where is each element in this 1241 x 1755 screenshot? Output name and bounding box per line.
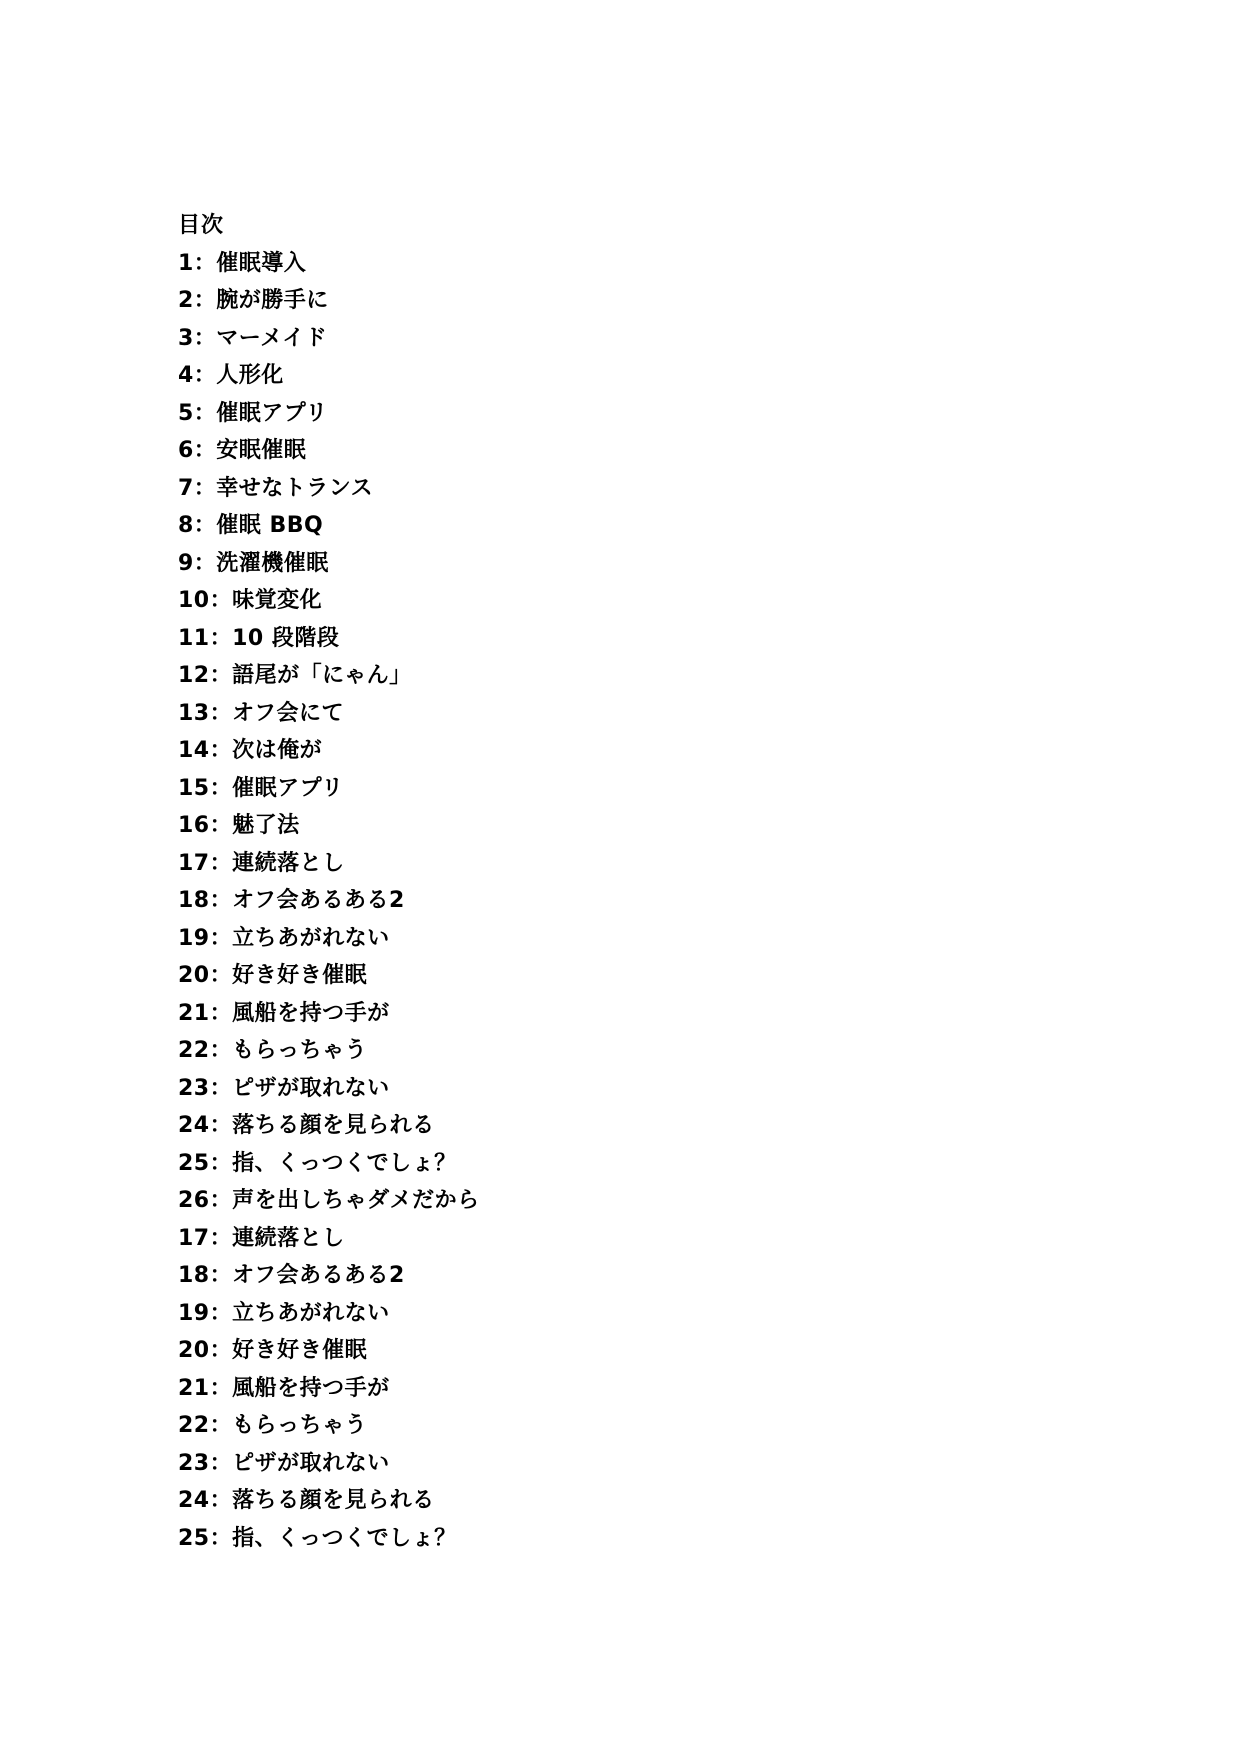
- toc-item: 23：ピザが取れない: [178, 1075, 390, 1101]
- toc-item: 14：次は俺が: [178, 738, 323, 763]
- toc-item: 6：安眠催眠: [178, 438, 307, 463]
- table-of-contents: [178, 207, 480, 1557]
- toc-item: 17：連続落とし: [178, 1225, 345, 1251]
- toc-item: 11：10 段階段: [178, 625, 340, 651]
- toc-item: 5：催眠アプリ: [178, 400, 328, 426]
- toc-item: 21：風船を持つ手が: [178, 1375, 390, 1401]
- toc-item: 10：味覚変化: [178, 588, 323, 613]
- toc-item: 25：指、くっつくでしょ？: [178, 1525, 457, 1551]
- toc-item: 25：指、くっつくでしょ？: [178, 1150, 457, 1176]
- toc-item: 16：魅了法: [178, 813, 300, 838]
- toc-item: 23：ピザが取れない: [178, 1450, 390, 1476]
- toc-item: 19：立ちあがれない: [178, 925, 390, 951]
- toc-item: 26：声を出しちゃダメだから: [178, 1188, 480, 1213]
- toc-item: 17：連続落とし: [178, 850, 345, 876]
- toc-item: 1：催眠導入: [178, 250, 307, 276]
- toc-item: 21：風船を持つ手が: [178, 1000, 390, 1026]
- toc-item: 20：好き好き催眠: [178, 1338, 368, 1363]
- toc-item: 13：オフ会にて: [178, 700, 344, 726]
- toc-item: 18：オフ会あるある2: [178, 888, 405, 913]
- toc-title: 目次: [178, 213, 225, 238]
- toc-item: 3：マーメイド: [178, 325, 328, 351]
- toc-item: 19：立ちあがれない: [178, 1300, 390, 1326]
- toc-item: 7：幸せなトランス: [178, 475, 374, 501]
- toc-item: 15：催眠アプリ: [178, 775, 344, 801]
- toc-item: 9：洗濯機催眠: [178, 550, 329, 576]
- toc-item: 4：人形化: [178, 363, 284, 388]
- toc-item: 24：落ちる顔を見られる: [178, 1488, 435, 1513]
- toc-list: [178, 245, 480, 1558]
- toc-item: 20：好き好き催眠: [178, 963, 368, 988]
- toc-item: 24：落ちる顔を見られる: [178, 1113, 435, 1138]
- toc-item: 18：オフ会あるある2: [178, 1263, 405, 1288]
- toc-item: 22：もらっちゃう: [178, 1413, 368, 1438]
- toc-item: 8：催眠 BBQ: [178, 513, 324, 538]
- toc-item: 12：語尾が「にゃん」: [178, 663, 412, 688]
- toc-item: 22：もらっちゃう: [178, 1038, 368, 1063]
- toc-item: 2：腕が勝手に: [178, 288, 329, 313]
